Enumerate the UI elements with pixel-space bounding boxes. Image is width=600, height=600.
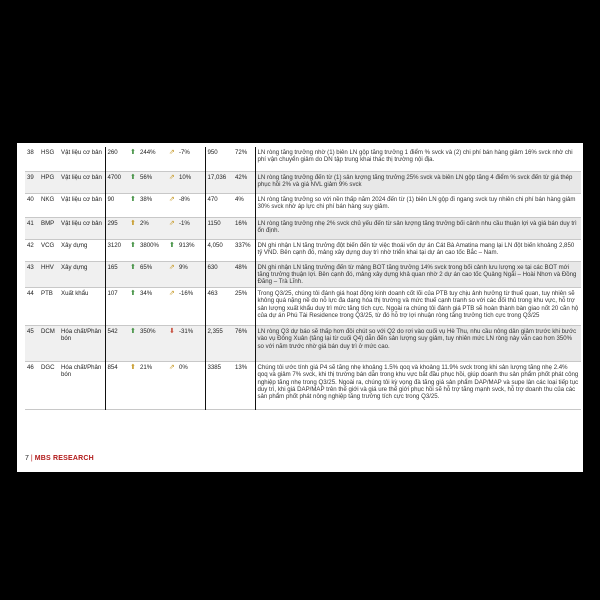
yoy-arrow-icon: ⬆ [130, 363, 136, 371]
sector: Vật liệu cơ bản [59, 217, 105, 239]
table-row [25, 217, 581, 239]
row-number: 46 [27, 363, 34, 371]
profit-forecast: 542 [105, 325, 128, 361]
full-year-forecast: 2,355 [205, 325, 233, 361]
commentary: Trong Q3/25, chúng tôi đánh giá hoạt động kinh doanh cốt lõi của PTB tuy chịu ảnh hưởng từ thuế quan, tuy nhiên sẽ không quá nặng nề do nỗ lực đa dạng hóa thị trường và mức thuế cạnh tranh so với các đối thủ trong khu vực, hỗ trợ sản lượng xuất khẩu duy trì mức tăng tích cực. Ngoài ra chúng tôi đánh giá PTB sẽ hoàn thành bàn giao nốt 20 căn hộ của dự án Phú Tài Residence trong Q3/25, từ đó hỗ trợ lợi nhuận ròng tăng trưởng tích cực trong Q3/25 [257, 289, 579, 319]
qoq-arrow-icon: ⇗ [167, 217, 177, 239]
profit-forecast: 4700 [105, 171, 128, 193]
qoq-change: 913% [177, 239, 205, 261]
full-year-forecast: 470 [207, 195, 218, 203]
sector: Hóa chất/Phân bón [59, 361, 105, 409]
earnings-table [25, 147, 581, 410]
full-year-growth: 42% [233, 171, 255, 193]
full-year-forecast: 630 [205, 261, 233, 287]
yoy-change: 65% [138, 261, 167, 287]
qoq-arrow-icon: ⬇ [167, 325, 177, 361]
yoy-change: 244% [140, 149, 156, 156]
qoq-change: 10% [177, 171, 205, 193]
yoy-arrow-icon: ⬆ [128, 171, 138, 193]
commentary: LN ròng tăng trưởng so với nền thấp năm 2024 đến từ (1) biên LN gộp đi ngang svck tuy nhiên chi phí bán hàng giảm 30% svck nhờ áp lực chi phí bán hàng suy giảm. [257, 195, 576, 210]
table-row [25, 239, 581, 261]
yoy-change: 3800% [140, 241, 159, 249]
sector: Vật liệu cơ bản [59, 147, 105, 171]
table-row [25, 147, 581, 171]
yoy-change: 21% [140, 363, 153, 371]
table-row [25, 361, 581, 409]
ticker: HHV [39, 261, 59, 287]
yoy-arrow-icon: ⬆ [128, 217, 138, 239]
profit-forecast: 90 [107, 195, 115, 203]
commentary: LN ròng tăng trưởng nhờ (1) biên LN gộp tăng trưởng 1 điểm % svck và (2) chi phí bán hàng giảm 16% svck nhờ chi phí vận chuyển giảm do DN tập trung khai thác thị trường nội địa. [257, 149, 573, 164]
sector: Xây dựng [59, 261, 105, 287]
row-number: 40 [27, 195, 34, 203]
qoq-arrow-icon: ⇗ [167, 261, 177, 287]
yoy-arrow-icon: ⬆ [130, 149, 136, 156]
yoy-change: 34% [140, 289, 153, 297]
yoy-arrow-icon: ⬆ [130, 289, 136, 297]
qoq-change: 9% [177, 261, 205, 287]
page-footer [25, 455, 94, 462]
yoy-arrow-icon: ⬆ [128, 261, 138, 287]
row-number: 44 [27, 289, 34, 297]
full-year-growth: 76% [233, 325, 255, 361]
qoq-change: -7% [177, 147, 205, 171]
ticker: PTB [41, 289, 53, 297]
page-number: 7 [25, 455, 29, 462]
profit-forecast: 854 [107, 363, 118, 371]
ticker: HPG [39, 171, 59, 193]
ticker: NKG [41, 195, 55, 203]
qoq-change: -1% [177, 217, 205, 239]
sector: Vật liệu cơ bản [59, 171, 105, 193]
row-number: 43 [25, 261, 39, 287]
table-row [25, 325, 581, 361]
footer-separator: | [30, 455, 33, 462]
row-number: 39 [25, 171, 39, 193]
yoy-arrow-icon: ⬆ [130, 195, 136, 203]
profit-forecast: 107 [107, 289, 118, 297]
profit-forecast: 3120 [107, 241, 122, 249]
qoq-change: 0% [177, 361, 205, 409]
sector: Vật liệu cơ bản [59, 193, 105, 217]
row-number: 42 [27, 241, 34, 249]
full-year-forecast: 950 [207, 149, 218, 156]
sector: Xuất khẩu [59, 287, 105, 325]
full-year-forecast: 17,036 [205, 171, 233, 193]
ticker: VCG [41, 241, 55, 249]
full-year-growth: 25% [233, 287, 255, 325]
commentary: Chúng tôi ước tính giá P4 sẽ tăng nhẹ khoảng 1.5% qoq và khoảng 11.9% svck trong khi sản lượng tăng nhẹ 2.4% qoq và giảm 7% svck, khi thị trường bán dẫn trong khu vực bắt đầu phục hồi, giúp doanh thu sản phẩm phốt phát công nghiệp tăng nhẹ trong Q3/25. Ngoài ra, chúng tôi kỳ vọng đà tăng giá sản phẩm DAP/MAP và supe lân các loại tiếp tục duy trì, khi giá DAP/MAP trên thế giới và giá ure thế giới phục hồi sẽ hỗ trợ tăng mạnh svck, hỗ trợ doanh thu của các sản phẩm phốt phát nông nghiệp tăng trưởng tích cực trong Q3/25. [257, 363, 579, 401]
commentary: LN ròng tăng trưởng nhẹ 2% svck chủ yếu đến từ sản lượng tăng trưởng bối cảnh nhu cầu thuận lợi và giá bán duy trì ổn định. [255, 217, 581, 239]
brand-name: MBS RESEARCH [34, 455, 94, 462]
row-number: 38 [27, 149, 34, 156]
ticker: HSG [41, 149, 55, 156]
full-year-growth: 13% [233, 361, 255, 409]
commentary: DN ghi nhận LN tăng trưởng đột biến đến từ việc thoái vốn dự án Cát Bà Amatina mang lại LN đột biến khoảng 2,850 tỷ VND. Bên cạnh đó, mảng xây dựng duy trì nhờ triển khai tại dự án cao tốc Bắc – Nam. [257, 241, 575, 256]
profit-forecast: 165 [105, 261, 128, 287]
full-year-forecast: 4,050 [207, 241, 223, 249]
yoy-arrow-icon: ⬆ [128, 325, 138, 361]
row-number: 41 [25, 217, 39, 239]
full-year-forecast: 463 [207, 289, 218, 297]
full-year-growth: 16% [233, 217, 255, 239]
ticker: DCM [39, 325, 59, 361]
qoq-change: -16% [177, 287, 205, 325]
profit-forecast: 295 [105, 217, 128, 239]
yoy-change: 2% [138, 217, 167, 239]
table-row [25, 171, 581, 193]
qoq-arrow-icon: ⇗ [169, 149, 175, 156]
full-year-growth: 337% [233, 239, 255, 261]
table-row [25, 261, 581, 287]
full-year-forecast: 1150 [205, 217, 233, 239]
qoq-arrow-icon: ⇗ [169, 289, 175, 297]
table-row [25, 287, 581, 325]
full-year-growth: 4% [233, 193, 255, 217]
qoq-arrow-icon: ⇗ [169, 195, 175, 203]
yoy-change: 350% [138, 325, 167, 361]
yoy-change: 38% [140, 195, 153, 203]
yoy-change: 56% [138, 171, 167, 193]
table-row [25, 193, 581, 217]
ticker: BMP [39, 217, 59, 239]
yoy-arrow-icon: ⬆ [130, 241, 136, 249]
row-number: 45 [25, 325, 39, 361]
commentary: LN ròng tăng trưởng đến từ (1) sản lượng tăng trưởng 25% svck và biên LN gộp tăng 4 điểm % svck đến từ giá thép phục hồi 2% và giá NVL giảm 9% svck [255, 171, 581, 193]
sector: Xây dựng [59, 239, 105, 261]
qoq-arrow-icon: ⇗ [167, 171, 177, 193]
full-year-growth: 48% [233, 261, 255, 287]
profit-forecast: 260 [107, 149, 118, 156]
document-page [17, 143, 583, 472]
qoq-change: -8% [177, 193, 205, 217]
full-year-growth: 72% [233, 147, 255, 171]
qoq-change: -31% [177, 325, 205, 361]
qoq-arrow-icon: ⬆ [169, 241, 175, 249]
qoq-arrow-icon: ⇗ [169, 363, 175, 371]
commentary: LN ròng Q3 dự báo sẽ thấp hơn đôi chút so với Q2 do rơi vào cuối vụ Hè Thu, nhu cầu nông dân giảm trước khi bước vào vụ Đông Xuân (tăng lại từ cuối Q4) dẫn đến sản lượng suy giảm, tuy nhiên mức LN ròng này vẫn cao hơn 350% so với năm trước nhờ giá bán duy trì ở mức cao. [255, 325, 581, 361]
sector: Hóa chất/Phân bón [59, 325, 105, 361]
ticker: DGC [41, 363, 55, 371]
commentary: DN ghi nhận LN tăng trưởng đến từ mảng BOT tăng trưởng 14% svck trong bối cảnh lưu lượng xe tại các BOT mới tăng trưởng thuận lợi. Bên cạnh đó, mảng xây dựng khả quan nhờ 2 dự án cao tốc Quảng Ngãi – Hoài Nhơn và Đồng Đăng – Trà Lĩnh. [255, 261, 581, 287]
full-year-forecast: 3385 [207, 363, 222, 371]
